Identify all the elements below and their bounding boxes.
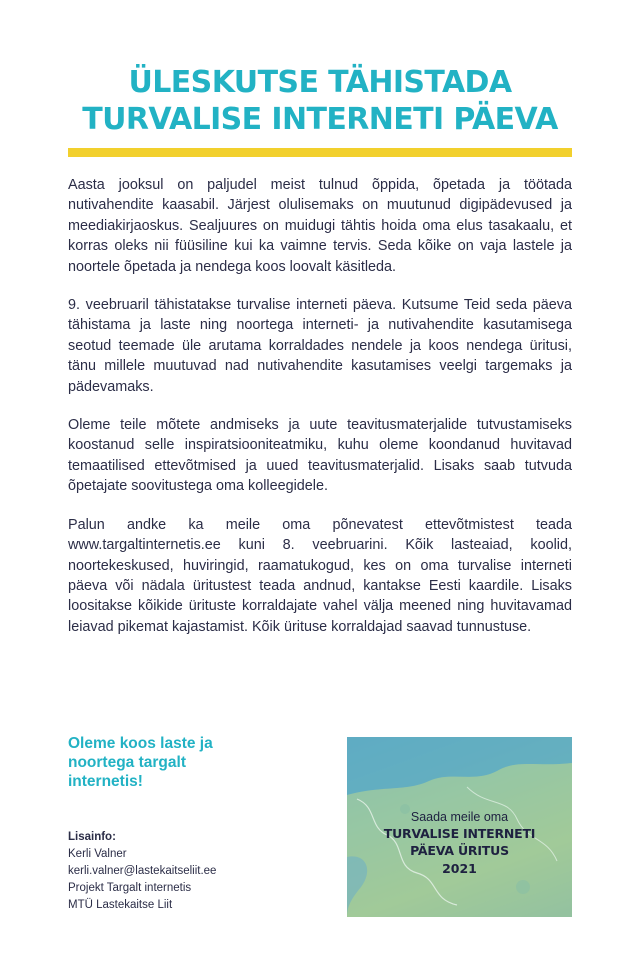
promo-text [347, 809, 572, 878]
body-text [68, 175, 572, 655]
title-line-1: ÜLESKUTSE TÄHISTADA [128, 65, 512, 100]
contact-email[interactable]: kerli.valner@lastekaitseliit.ee [68, 865, 217, 877]
contact-name: Kerli Valner [68, 848, 127, 860]
slogan-line-1: Oleme koos laste ja [68, 735, 213, 752]
slogan-line-2: noortega targalt [68, 754, 186, 771]
promo-line-1: Saada meile oma [410, 810, 509, 824]
promo-line-3: PÄEVA ÜRITUS [410, 843, 509, 858]
contact-heading: Lisainfo: [68, 831, 116, 843]
page-title [40, 64, 600, 138]
contact-project: Projekt Targalt internetis [68, 882, 192, 894]
paragraph-1: Aasta jooksul on paljudel meist tulnud õppida, õpetada ja töötada nutivahendite kaasabil. Järjest olulisemaks on muutunud digipädevused ja meediakirjaoskus. Sealjuures on muidugi tähtis hoida oma elus tasakaalu, et korras oleks nii füüsiline kui ka vaimne tervis. Seda kõike on vaja lastele ja noortele õpetada ja nendega koos loovalt käsitleda. [68, 177, 572, 275]
contact-info [68, 829, 328, 914]
promo-map-image [347, 737, 572, 917]
paragraph-3: Oleme teile mõtete andmiseks ja uute teavitusmaterjalide tutvustamiseks koostanud selle inspiratsiooniteatmiku, kuhu oleme koondanud huvitavad temaatilised ettevõtmised ja uued teavitusmaterjalid. Lisaks saab tutvuda õpetajate soovitustega oma kolleegidele. [68, 417, 572, 495]
title-line-2: TURVALISE INTERNETI PÄEVA [82, 102, 558, 137]
contact-org: MTÜ Lastekaitse Liit [68, 899, 173, 911]
promo-line-4: 2021 [442, 861, 477, 876]
paragraph-4: Palun andke ka meile oma põnevatest ettevõtmistest teada www.targaltinternetis.ee kuni 8. veebruarini. Kõik lasteaiad, koolid, noortekeskused, huviringid, raamatukogud, kes on oma turvalise interneti päeva või nädala üritustest teada andnud, kantakse Eesti kaardile. Lisaks loositakse kõikide ürituste korraldajate vahel välja meened ning huvitavamad leiavad pikemat kajastamist. Kõik ürituse korraldajad saavad tunnustuse. [68, 516, 572, 635]
paragraph-2: 9. veebruaril tähistatakse turvalise interneti päeva. Kutsume Teid seda päeva tähistama ja laste ning noortega interneti- ja nutivahendite kasutamisega seotud teemade üle arutama korraldades nendele ja koos nendega üritusi, tänu millele muutuvad nad nutivahendite kasutamises veelgi targemaks ja pädevamaks. [68, 297, 572, 395]
slogan [68, 734, 288, 791]
promo-line-2: TURVALISE INTERNETI [383, 826, 536, 841]
slogan-line-3: internetis! [68, 773, 143, 790]
title-underline [68, 148, 572, 157]
